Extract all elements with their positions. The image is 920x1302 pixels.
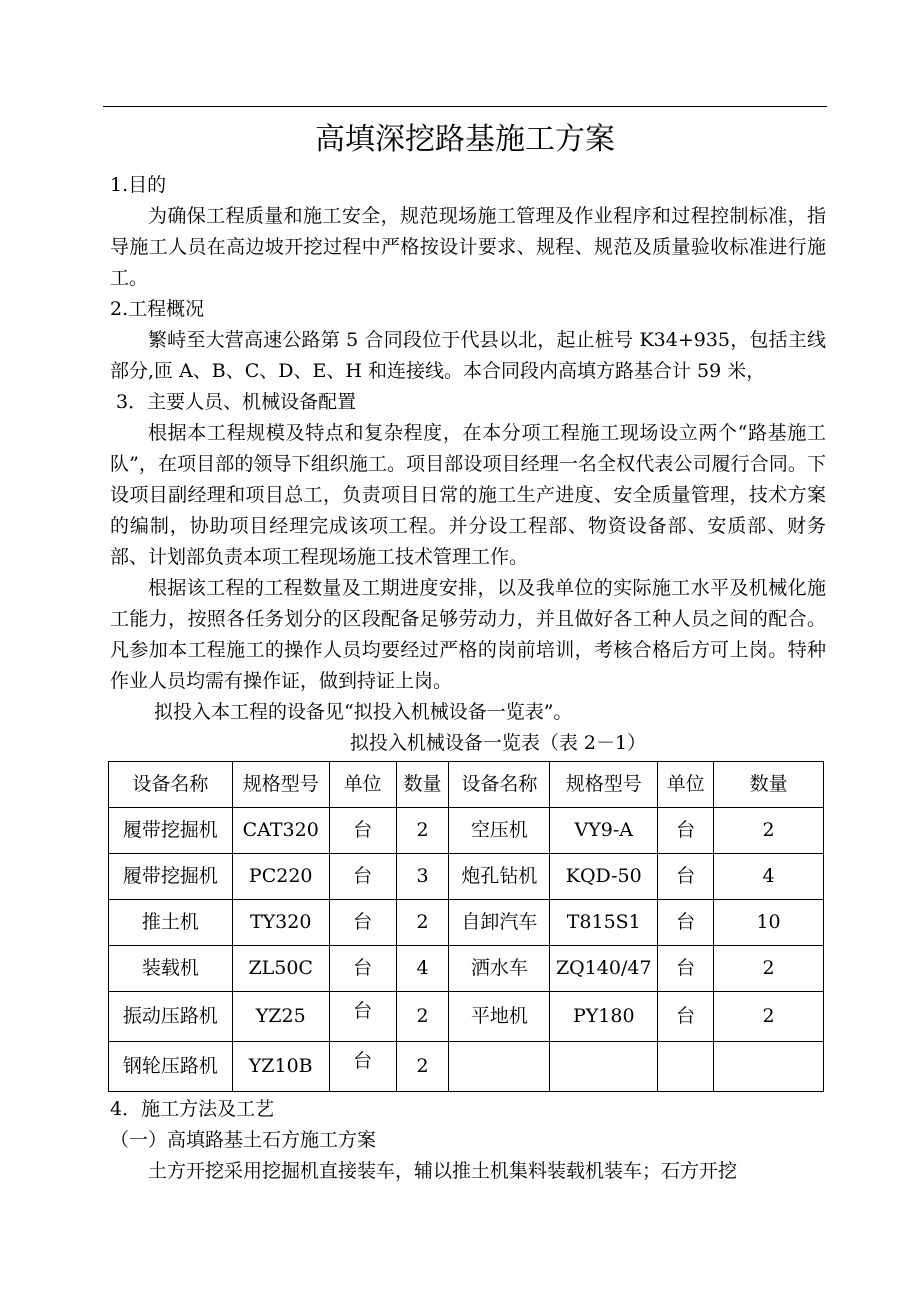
table-cell: YZ10B	[232, 1042, 329, 1092]
table-cell: 台	[329, 854, 396, 900]
table-cell: T815S1	[550, 900, 658, 946]
table-cell: 2	[396, 1042, 449, 1092]
table-cell	[658, 1042, 714, 1092]
table-header-cell: 设备名称	[449, 762, 550, 808]
table-cell: 台	[329, 900, 396, 946]
section-3-paragraph-2: 根据该工程的工程数量及工期进度安排，以及我单位的实际施工水平及机械化施工能力，按照各任务划分的区段配备足够劳动力，并且做好各工种人员之间的配合。凡参加本工程施工的操作人员均要经过严格的岗前培训，考核合格后方可上岗。特种作业人员均需有操作证，做到持证上岗。	[110, 577, 826, 692]
table-cell: 2	[714, 946, 824, 992]
table-cell: 台	[658, 992, 714, 1042]
table-cell: 履带挖掘机	[109, 808, 233, 854]
table-cell: TY320	[232, 900, 329, 946]
table-header-cell: 规格型号	[232, 762, 329, 808]
table-row	[109, 1042, 824, 1092]
table-cell: 10	[714, 900, 824, 946]
section-4-paragraph: 土方开挖采用挖掘机直接装车，辅以推土机集料装载机装车；石方开挖	[148, 1160, 738, 1182]
section-1-heading: 1.目的	[110, 174, 167, 196]
table-cell: 2	[396, 992, 449, 1042]
table-cell: 台	[658, 946, 714, 992]
table-cell: ZL50C	[232, 946, 329, 992]
section-3-paragraph-1: 根据本工程规模及特点和复杂程度，在本分项工程施工现场设立两个“路基施工队”，在项目部的领导下组织施工。项目部设项目经理一名全权代表公司履行合同。下设项目副经理和项目总工，负责项目日常的施工生产进度、安全质量管理，技术方案的编制，协助项目经理完成该项工程。并分设工程部、物资设备部、安质部、财务部、计划部负责本项工程现场施工技术管理工作。	[110, 422, 826, 568]
table-cell: 2	[396, 808, 449, 854]
table-caption: 拟投入机械设备一览表（表 2－1）	[349, 732, 647, 754]
section-2-paragraph: 繁峙至大营高速公路第 5 合同段位于代县以北，起止桩号 K34+935，包括主线部分,匝 A、B、C、D、E、H 和连接线。本合同段内高填方路基合计 59 米，	[110, 329, 826, 382]
table-cell	[714, 1042, 824, 1092]
section-3-paragraph-3: 拟投入本工程的设备见“拟投入机械设备一览表”。	[154, 701, 573, 723]
table-cell: 台	[658, 808, 714, 854]
table-header-row	[109, 762, 824, 808]
table-cell: PY180	[550, 992, 658, 1042]
table-cell: ZQ140/47	[550, 946, 658, 992]
table-cell: 洒水车	[449, 946, 550, 992]
section-2-heading: 2.工程概况	[110, 298, 205, 320]
table-header-cell: 规格型号	[550, 762, 658, 808]
table-cell: PC220	[232, 854, 329, 900]
table-cell: 台	[329, 946, 396, 992]
table-cell: 台	[658, 854, 714, 900]
table-row	[109, 946, 824, 992]
section-1-paragraph: 为确保工程质量和施工安全，规范现场施工管理及作业程序和过程控制标准，指导施工人员在高边坡开挖过程中严格按设计要求、规程、规范及质量验收标准进行施工。	[110, 205, 826, 289]
table-cell: 台	[329, 992, 396, 1042]
table-cell: VY9-A	[550, 808, 658, 854]
document-title: 高填深挖路基施工方案	[315, 122, 615, 157]
table-cell: 2	[714, 992, 824, 1042]
table-cell: YZ25	[232, 992, 329, 1042]
table-cell: 装载机	[109, 946, 233, 992]
table-cell: 2	[714, 808, 824, 854]
table-cell: 4	[396, 946, 449, 992]
table-cell	[449, 1042, 550, 1092]
table-cell: 炮孔钻机	[449, 854, 550, 900]
section-3-heading: 3．主要人员、机械设备配置	[110, 391, 357, 413]
table-cell: CAT320	[232, 808, 329, 854]
table-header-cell: 设备名称	[109, 762, 233, 808]
table-header-cell: 单位	[329, 762, 396, 808]
table-header-cell: 数量	[714, 762, 824, 808]
table-cell: 钢轮压路机	[109, 1042, 233, 1092]
table-row	[109, 992, 824, 1042]
table-row	[109, 854, 824, 900]
section-4-subheading: （一）高填路基土石方施工方案	[110, 1129, 377, 1151]
table-cell: 推土机	[109, 900, 233, 946]
table-cell: KQD-50	[550, 854, 658, 900]
table-cell: 履带挖掘机	[109, 854, 233, 900]
table-cell: 4	[714, 854, 824, 900]
table-header-cell: 数量	[396, 762, 449, 808]
table-cell: 台	[658, 900, 714, 946]
equipment-table	[108, 761, 824, 1092]
document-body	[110, 170, 826, 1187]
table-cell: 自卸汽车	[449, 900, 550, 946]
table-cell	[550, 1042, 658, 1092]
table-cell: 3	[396, 854, 449, 900]
table-cell: 台	[329, 1042, 396, 1092]
table-cell: 平地机	[449, 992, 550, 1042]
table-cell: 台	[329, 808, 396, 854]
section-4-heading: 4．施工方法及工艺	[110, 1098, 275, 1120]
header-rule	[103, 106, 827, 107]
table-row	[109, 808, 824, 854]
table-row	[109, 900, 824, 946]
table-cell: 振动压路机	[109, 992, 233, 1042]
table-cell: 2	[396, 900, 449, 946]
table-header-cell: 单位	[658, 762, 714, 808]
table-cell: 空压机	[449, 808, 550, 854]
